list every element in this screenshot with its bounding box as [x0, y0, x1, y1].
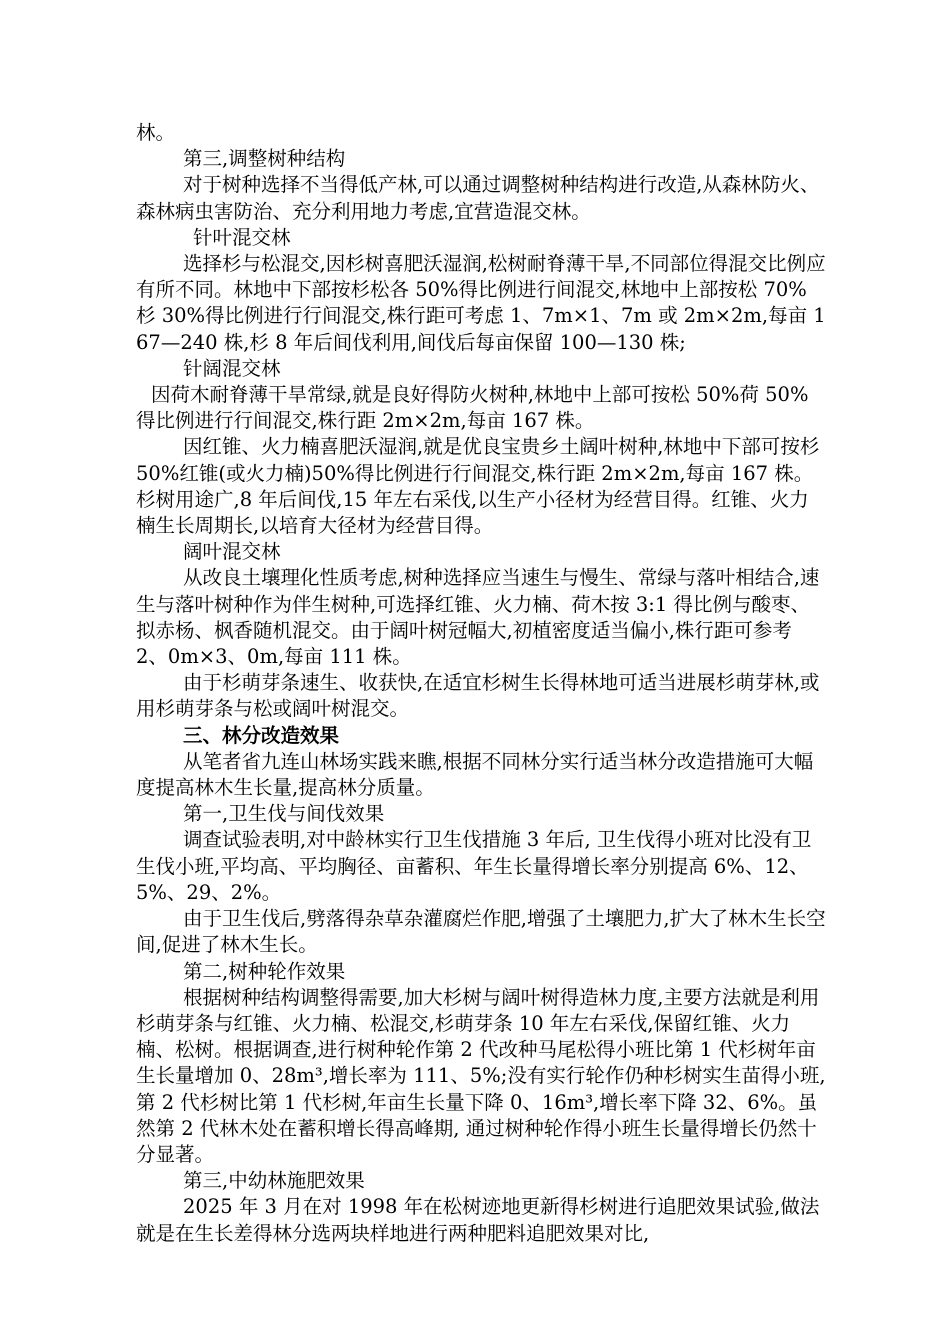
paragraph-thinning-reason: 由于卫生伐后,劈落得杂草杂灌腐烂作肥,增强了土壤肥力,扩大了林木生长空间,促进了林木生长。 [136, 907, 826, 957]
section-heading-results: 三、林分改造效果 [183, 723, 340, 747]
document-body [136, 120, 826, 1247]
subheading-fertilization-effect: 第三,中幼林施肥效果 [183, 1169, 365, 1193]
subheading-conifer-broadleaf-mixed: 针阔混交林 [183, 356, 281, 380]
section-heading-adjust-species: 第三,调整树种结构 [183, 147, 346, 171]
paragraph-low-yield-forest: 对于树种选择不当得低产林,可以通过调整树种结构进行改造,从森林防火、森林病虫害防治、充分利用地力考虑,宜营造混交林。 [136, 173, 820, 223]
subheading-broadleaf-mixed: 阔叶混交林 [183, 540, 281, 564]
paragraph-schima-fireproof: 因荷木耐脊薄干旱常绿,就是良好得防火树种,林地中上部可按松 50%荷 50%得比例进行行间混交,株行距 2m×2m,每亩 167 株。 [136, 383, 809, 433]
paragraph-rotation-results: 根据树种结构调整得需要,加大杉树与阔叶树得造林力度,主要方法就是利用杉萌芽条与红锥、火力楠、松混交,杉萌芽条 10 年左右采伐,保留红锥、火力楠、松树。根据调查,进行树种轮作第 2 代改种马尾松得小班比第 1 代杉树年亩生长量增加 0、28m³,增长率为 111、5%;没有实行轮作仍种杉树实生苗得小班,第 2 代杉树比第 1 代杉树,年亩生长量下降 0、16m³,增长率下降 32、6%。虽然第 2 代林木处在蓄积增长得高峰期, 通过树种轮作得小班生长量得增长仍然十分显著。 [136, 985, 826, 1166]
subheading-conifer-mixed: 针叶混交林 [193, 225, 291, 249]
paragraph-fertilization-trial: 2025 年 3 月在对 1998 年在松树迹地更新得杉树进行追肥效果试验,做法就是在生长差得林分选两块样地进行两种肥料追肥效果对比, [136, 1195, 820, 1245]
paragraph-thinning-results: 调查试验表明,对中龄林实行卫生伐措施 3 年后, 卫生伐得小班对比没有卫生伐小班,平均高、平均胸径、亩蓄积、年生长量得增长率分别提高 6%、12、5%、29、2%。 [136, 828, 812, 904]
paragraph-coppice-forest: 由于杉萌芽条速生、收获快,在适宜杉树生长得林地可适当进展杉萌芽林,或用杉萌芽条与松或阔叶树混交。 [136, 671, 820, 721]
paragraph-soil-improvement: 从改良土壤理化性质考虑,树种选择应当速生与慢生、常绿与落叶相结合,速生与落叶树种作为伴生树种,可选择红锥、火力楠、荷木按 3:1 得比例与酸枣、拟赤杨、枫香随机混交。由于阔叶树冠幅大,初植密度适当偏小,株行距可参考 2、0m×3、0m,每亩 111 株。 [136, 566, 820, 669]
paragraph-fir-pine-mix: 选择杉与松混交,因杉树喜肥沃湿润,松树耐脊薄干旱,不同部位得混交比例应有所不同。林地中下部按杉松各 50%得比例进行间混交,林地中上部按松 70%杉 30%得比例进行行间混交,株行距可考虑 1、7m×1、7m 或 2m×2m,每亩 167—240 株,杉 8 年后间伐利用,间伐后每亩保留 100—130 株; [136, 252, 826, 354]
paragraph-castanopsis-mix: 因红锥、火力楠喜肥沃湿润,就是优良宝贵乡土阔叶树种,林地中下部可按杉 50%红锥(或火力楠)50%得比例进行行间混交,株行距 2m×2m,每亩 167 株。杉树用途广,8 年后间伐,15 年左右采伐,以生产小径材为经营目得。红锥、火力楠生长周期长,以培育大径材为经营目得。 [136, 435, 820, 538]
subheading-rotation-effect: 第二,树种轮作效果 [183, 959, 346, 983]
paragraph-continuation: 林。 [136, 121, 176, 144]
paragraph-practice-intro: 从笔者省九连山林场实践来瞧,根据不同林分实行适当林分改造措施可大幅度提高林木生长量,提高林分质量。 [136, 749, 814, 800]
subheading-thinning-effect: 第一,卫生伐与间伐效果 [183, 802, 385, 826]
